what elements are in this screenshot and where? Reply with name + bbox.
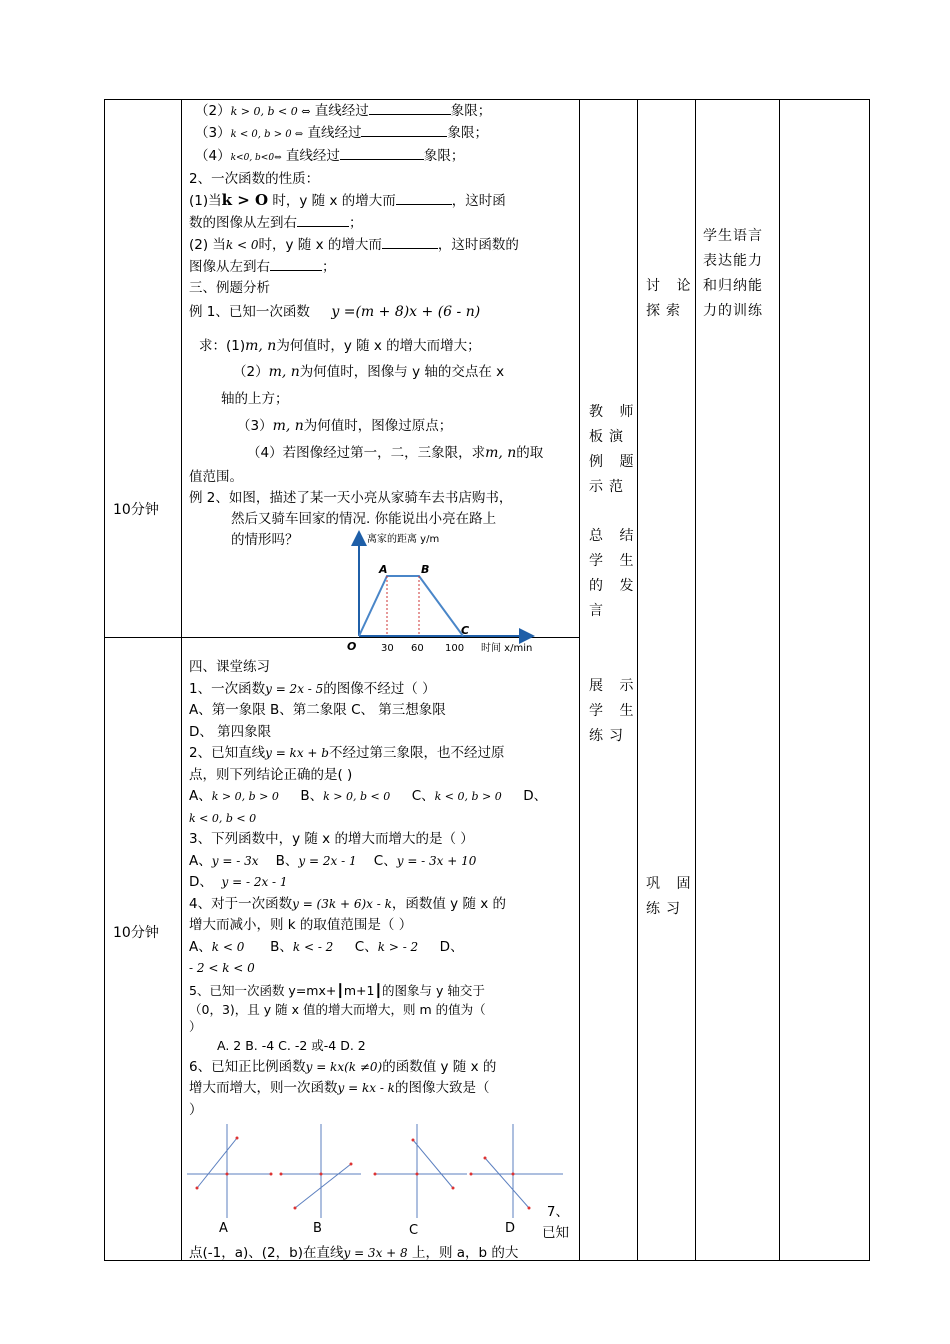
q7: 7、 已知 点(-1，a)、(2，b)在直线y = 3x + 8 上，则 a，b 的大 <box>189 1204 569 1261</box>
column-divider <box>579 100 580 1260</box>
point-a-label: A <box>379 563 388 576</box>
option-b-label: B <box>313 1221 322 1236</box>
tick-label: 30 <box>381 643 394 654</box>
y-axis-label: 离家的距离 y/m <box>367 534 440 545</box>
time-cell-2: 10分钟 <box>113 925 159 941</box>
column-divider <box>779 100 780 1260</box>
teacher-activity-show: 展 示 学 生 练习 <box>589 678 640 744</box>
student-activity-discuss: 讨 论 探索 <box>646 278 697 319</box>
teacher-activity-demo: 教 师 板演 例 题 示范 <box>589 404 640 495</box>
point-c-label: C <box>461 624 470 637</box>
column-divider <box>181 100 182 1260</box>
tick-label: 100 <box>445 643 465 654</box>
option-c-label: C <box>409 1223 419 1238</box>
lesson-plan-table <box>104 99 870 1261</box>
time-cell-1: 10分钟 <box>113 502 159 518</box>
trip-line <box>359 576 463 636</box>
point-b-label: B <box>421 563 430 576</box>
option-d-label: D <box>505 1221 516 1236</box>
distance-time-graph <box>331 528 557 656</box>
student-activity-consolidate: 巩 固 练习 <box>646 876 697 917</box>
lesson-content: （2）k > 0, b < 0 ⇔ 直线经过 象限； （3）k < 0, b > 0 ⇔ 直线经过 象限； （4）k<0, b<0⇔ 直线经过 象限； 2、一次函数的性质： (1)当k > O 时，y 随 x 的增大而 ，这时函 数的图像从左到右 ； (2) 当k < 0时，y 随 x 的增大而 ，这时函数的 图像从左到右 ； 三、例题分析 例 1、已知一次函数 y =(m + 8)x + (6 - n) 求：(1)m, n为何值时，y 随 x 的增大而增大； （2）m, n为何值时，图像与 y 轴的交点在 x 轴的上方； （3）m, n为何值时，图像过原点； （4）若图像经过第一，二，三象限，求m, n的取 值范围。 例 2、如图，描述了某一天小亮从家骑车去书店购书， 然后又骑车回家的情况. 你能说出小亮在路上 的情形吗？ <box>189 100 577 551</box>
design-purpose: 学生语言 表达能力 和归纳能 力的训练 <box>703 228 763 319</box>
option-a-label: A <box>219 1221 228 1236</box>
teacher-activity-summary: 总 结 学 生 的 发 言 <box>589 528 640 619</box>
exercises: 四、课堂练习 1、一次函数y = 2x - 5的图像不经过（ ） A、第一象限 B、第二象限 C、 第三想象限 D、 第四象限 2、已知直线y = kx + b不经过第三象限，也不经过原 点，则下列结论正确的是( ) A、k > 0, b > 0 B、k > 0, b < 0 C、k < 0, b > 0 D、 k < 0, b < 0 3、下列函数中，y 随 x 的增大而增大的是（ ） A、y = - 3x B、y = 2x - 1 C、y = - 3x + 10 D、 y = - 2x - 1 4、对于一次函数y = (3k + 6)x - k，函数值 y 随 x 的 增大而减小，则 k 的取值范围是（ ） A、k < 0 B、k < - 2 C、k > - 2 D、 - 2 < k < 0 5、已知一次函数 y=mx+┃m+1┃的图象与 y 轴交于 （0，3)，且 y 随 x 值的增大而增大，则 m 的值为（ ） A. 2 B. -4 C. -2 或-4 D. 2 6、已知正比例函数y = kx(k ≠0)的函数值 y 随 x 的 增大而增大，则一次函数y = kx - k的图像大致是（ ） <box>189 659 548 1118</box>
origin-label: O <box>347 640 357 653</box>
x-axis-label: 时间 x/min <box>481 643 533 654</box>
tick-label: 60 <box>411 643 424 654</box>
